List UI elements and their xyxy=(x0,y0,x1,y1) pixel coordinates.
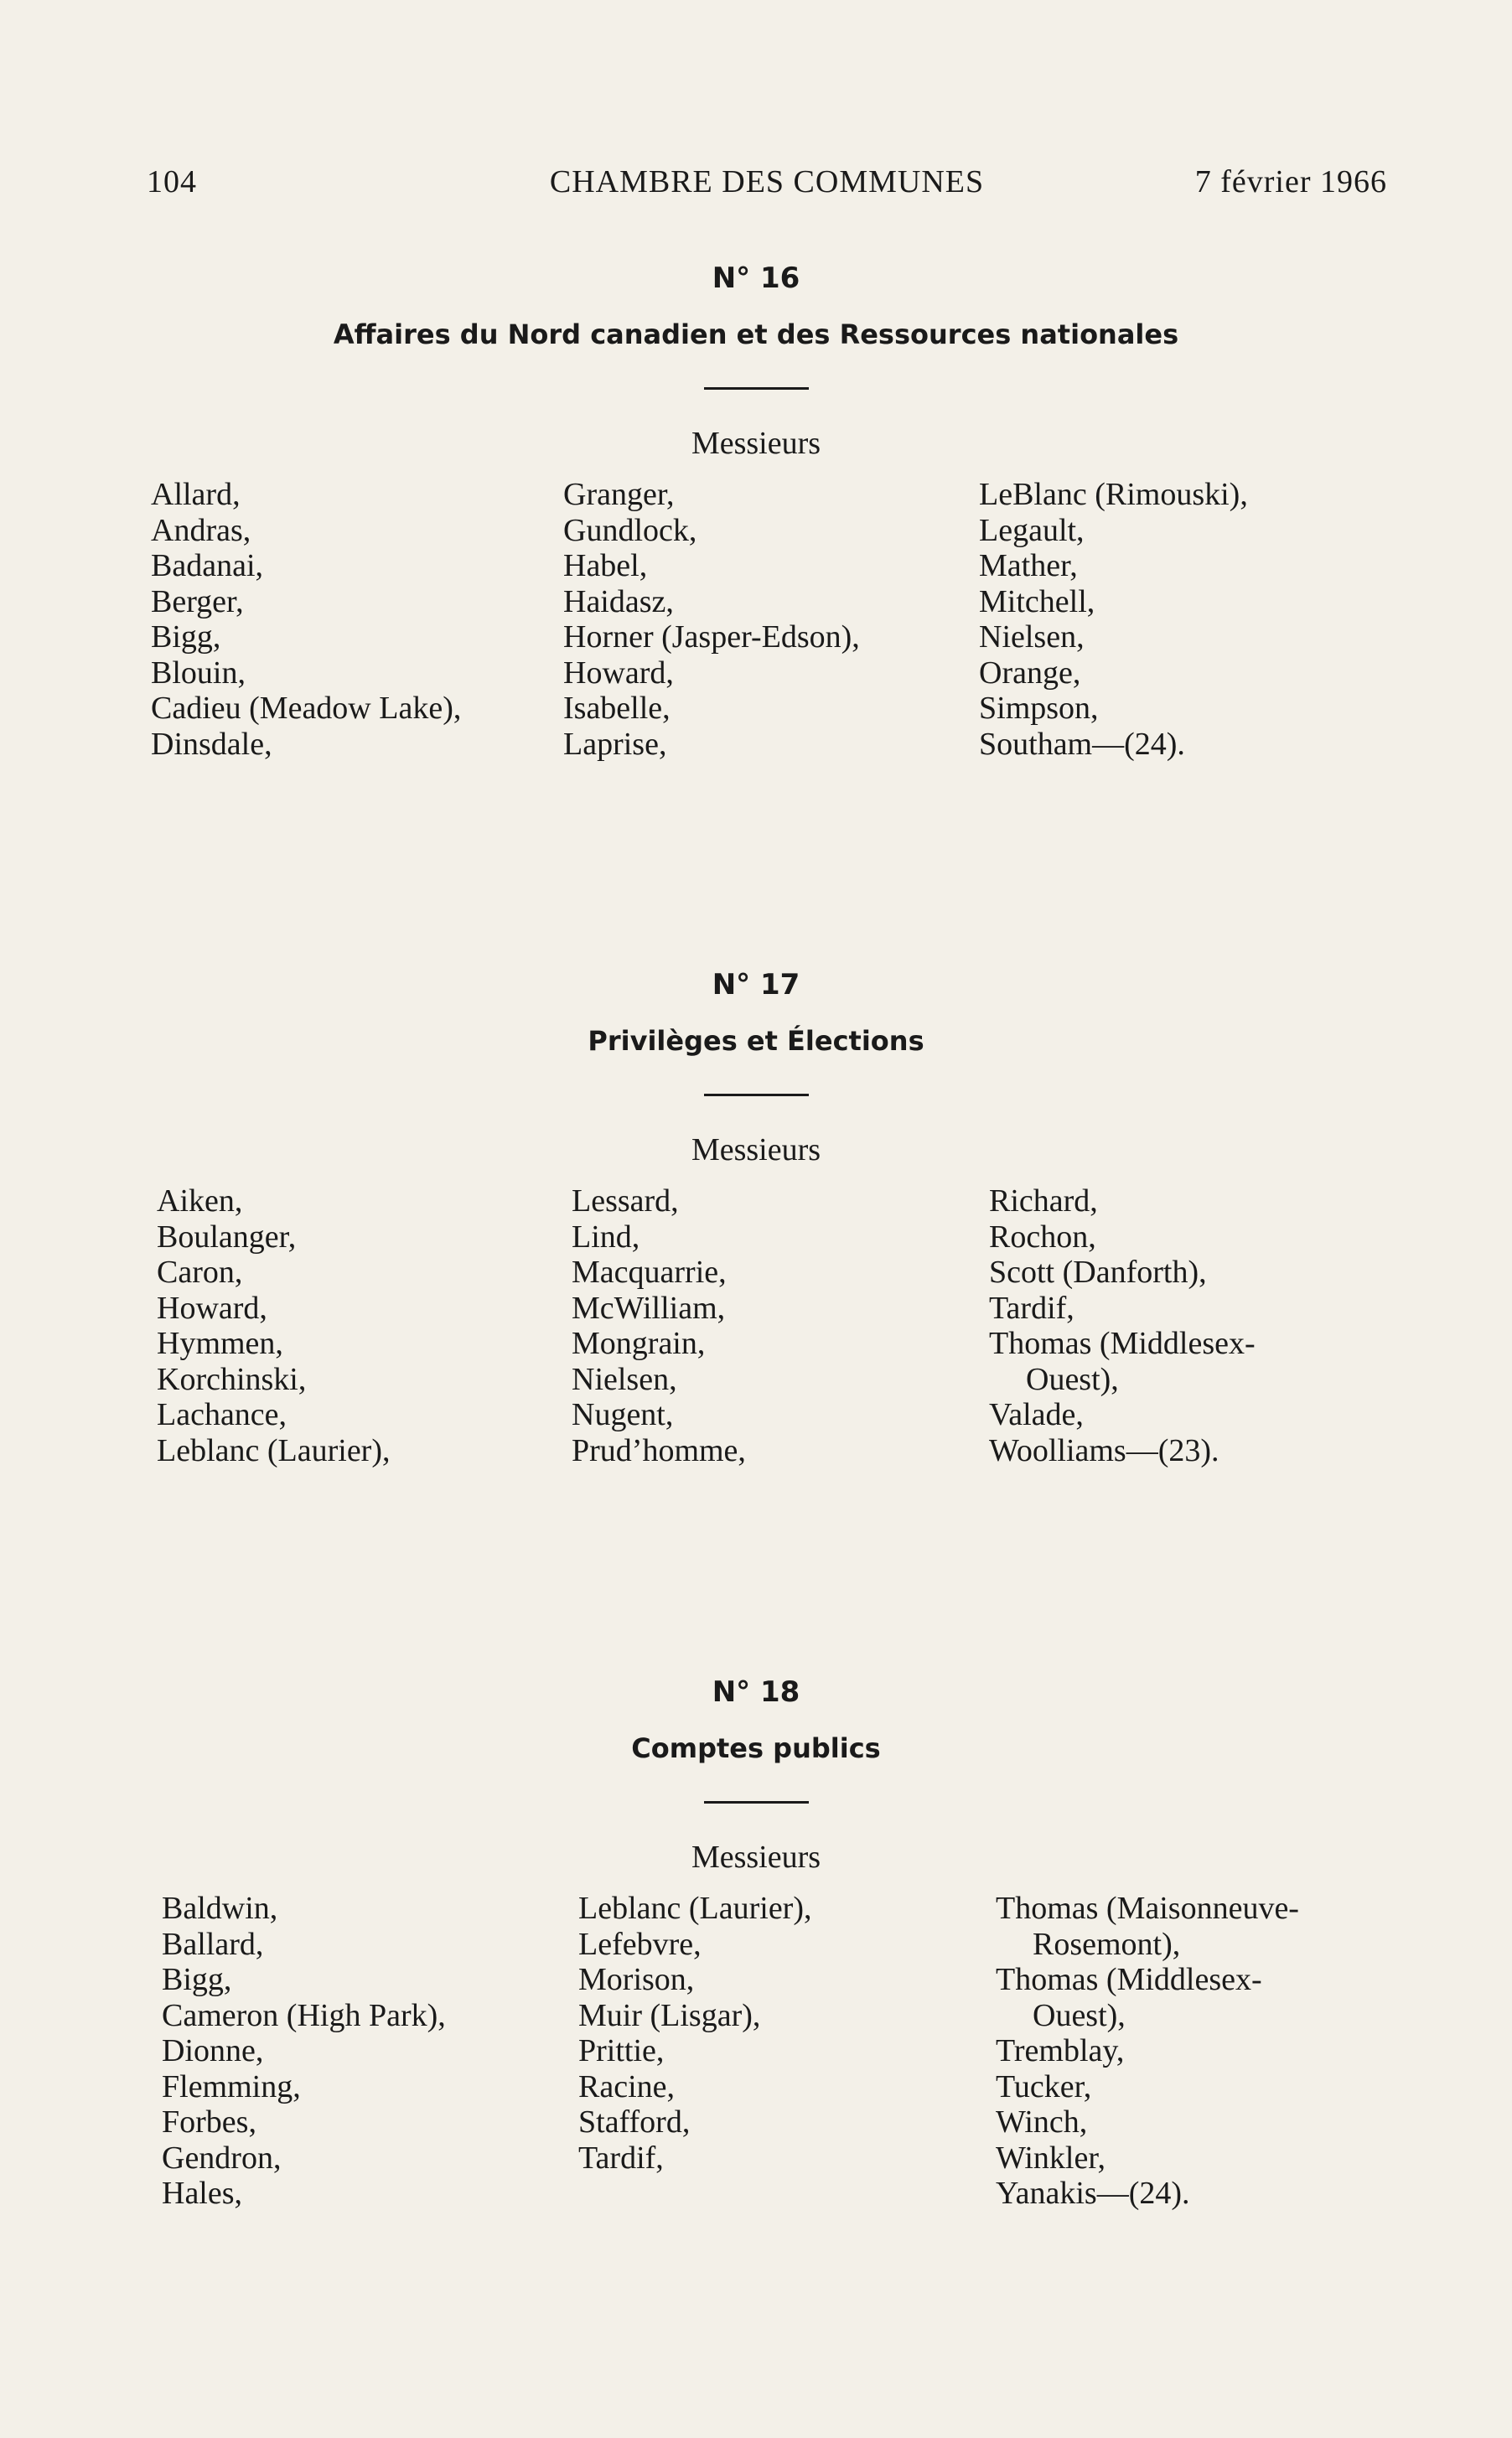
section-title: Privilèges et Élections xyxy=(588,1025,924,1057)
member-name: Mather, xyxy=(979,548,1078,583)
member-name: Mitchell, xyxy=(979,583,1095,619)
member-columns xyxy=(0,1183,1512,1535)
member-columns xyxy=(0,477,1512,829)
member-name: Tremblay, xyxy=(996,2033,1125,2068)
member-name: Bigg, xyxy=(162,1962,232,1997)
member-name: Korchinski, xyxy=(157,1361,307,1397)
member-name: Thomas (Middlesex- xyxy=(989,1326,1256,1361)
member-name: Blouin, xyxy=(151,655,246,691)
member-name: Woolliams—(23). xyxy=(989,1432,1219,1468)
member-name: Gundlock, xyxy=(563,512,697,548)
member-columns xyxy=(0,1891,1512,2243)
member-column-2 xyxy=(572,1183,746,1468)
member-name: Valade, xyxy=(989,1397,1084,1432)
member-name: Allard, xyxy=(151,477,241,512)
section-number: N° 18 xyxy=(712,1675,800,1709)
member-name: Isabelle, xyxy=(563,691,671,726)
member-name: Horner (Jasper-Edson), xyxy=(563,619,860,655)
member-name: Stafford, xyxy=(578,2104,691,2140)
member-name: Tardif, xyxy=(578,2140,664,2176)
members-heading: Messieurs xyxy=(691,1840,821,1875)
member-name: Flemming, xyxy=(162,2068,301,2104)
member-name: Howard, xyxy=(563,655,674,691)
member-column-3 xyxy=(989,1183,1256,1468)
member-name: Berger, xyxy=(151,583,244,619)
member-name: Haidasz, xyxy=(563,583,674,619)
member-name: Winkler, xyxy=(996,2140,1106,2176)
member-name: Forbes, xyxy=(162,2104,256,2140)
member-name: Macquarrie, xyxy=(572,1255,727,1290)
member-name: Tucker, xyxy=(996,2068,1092,2104)
section-divider xyxy=(704,387,809,390)
member-name: Prittie, xyxy=(578,2033,665,2068)
page-number: 104 xyxy=(147,164,197,199)
member-name: Habel, xyxy=(563,548,648,583)
member-name: LeBlanc (Rimouski), xyxy=(979,477,1248,512)
section-divider xyxy=(704,1801,809,1804)
member-name: Lachance, xyxy=(157,1397,287,1432)
member-name-continuation: Ouest), xyxy=(1026,1361,1119,1397)
member-name: Gendron, xyxy=(162,2140,282,2176)
member-name: Caron, xyxy=(157,1255,243,1290)
member-name: Prud’homme, xyxy=(572,1432,746,1468)
committee-section-18 xyxy=(0,1675,1512,2243)
member-column-2 xyxy=(563,477,860,762)
section-number: N° 16 xyxy=(712,261,800,295)
members-heading: Messieurs xyxy=(691,426,821,461)
member-name: Howard, xyxy=(157,1290,267,1326)
member-name: Nielsen, xyxy=(572,1361,677,1397)
member-name: Winch, xyxy=(996,2104,1088,2140)
member-column-3 xyxy=(996,1891,1299,2212)
member-name: Laprise, xyxy=(563,726,667,762)
section-title: Affaires du Nord canadien et des Ressources nationales xyxy=(333,318,1179,350)
member-name: Hymmen, xyxy=(157,1326,283,1361)
member-name: Thomas (Middlesex- xyxy=(996,1962,1262,1997)
member-name: Mongrain, xyxy=(572,1326,706,1361)
member-name: Aiken, xyxy=(157,1183,243,1219)
running-header xyxy=(147,163,1387,214)
member-name: Granger, xyxy=(563,477,675,512)
member-name: Simpson, xyxy=(979,691,1099,726)
member-name: Tardif, xyxy=(989,1290,1074,1326)
member-name-continuation: Rosemont), xyxy=(1033,1926,1181,1962)
committee-section-17 xyxy=(0,968,1512,1535)
page-date: 7 février 1966 xyxy=(1194,164,1387,199)
member-name: Ballard, xyxy=(162,1926,264,1962)
member-name: Leblanc (Laurier), xyxy=(157,1432,391,1468)
member-name: Hales, xyxy=(162,2176,243,2211)
member-name: Andras, xyxy=(151,512,251,548)
member-name: Baldwin, xyxy=(162,1891,278,1926)
member-name: Dionne, xyxy=(162,2033,264,2068)
member-name: Legault, xyxy=(979,512,1085,548)
member-name: Orange, xyxy=(979,655,1081,691)
member-name: Badanai, xyxy=(151,548,264,583)
member-column-1 xyxy=(157,1183,391,1468)
member-name: Thomas (Maisonneuve- xyxy=(996,1891,1299,1926)
member-column-1 xyxy=(151,477,461,762)
member-name: Dinsdale, xyxy=(151,726,272,762)
members-heading: Messieurs xyxy=(691,1132,821,1167)
section-number: N° 17 xyxy=(712,968,800,1002)
committee-section-16 xyxy=(0,261,1512,829)
member-name: Morison, xyxy=(578,1962,695,1997)
member-name: Rochon, xyxy=(989,1219,1096,1255)
member-name: Nielsen, xyxy=(979,619,1085,655)
member-name: Richard, xyxy=(989,1183,1098,1219)
member-name: Lessard, xyxy=(572,1183,679,1219)
running-title: CHAMBRE DES COMMUNES xyxy=(549,164,985,199)
member-name: Yanakis—(24). xyxy=(996,2176,1190,2211)
member-name: Racine, xyxy=(578,2068,676,2104)
member-name: McWilliam, xyxy=(572,1290,726,1326)
member-name-continuation: Ouest), xyxy=(1033,1997,1126,2033)
member-name: Boulanger, xyxy=(157,1219,297,1255)
member-name: Scott (Danforth), xyxy=(989,1255,1207,1290)
member-column-3 xyxy=(979,477,1248,762)
member-name: Leblanc (Laurier), xyxy=(578,1891,812,1926)
member-column-1 xyxy=(162,1891,446,2212)
section-divider xyxy=(704,1094,809,1096)
section-title: Comptes publics xyxy=(631,1732,881,1764)
member-name: Nugent, xyxy=(572,1397,674,1432)
member-name: Cameron (High Park), xyxy=(162,1997,446,2033)
member-name: Lind, xyxy=(572,1219,640,1255)
member-column-2 xyxy=(578,1891,812,2176)
member-name: Cadieu (Meadow Lake), xyxy=(151,691,462,726)
member-name: Lefebvre, xyxy=(578,1926,702,1962)
member-name: Bigg, xyxy=(151,619,221,655)
member-name: Muir (Lisgar), xyxy=(578,1997,761,2033)
member-name: Southam—(24). xyxy=(979,726,1185,762)
